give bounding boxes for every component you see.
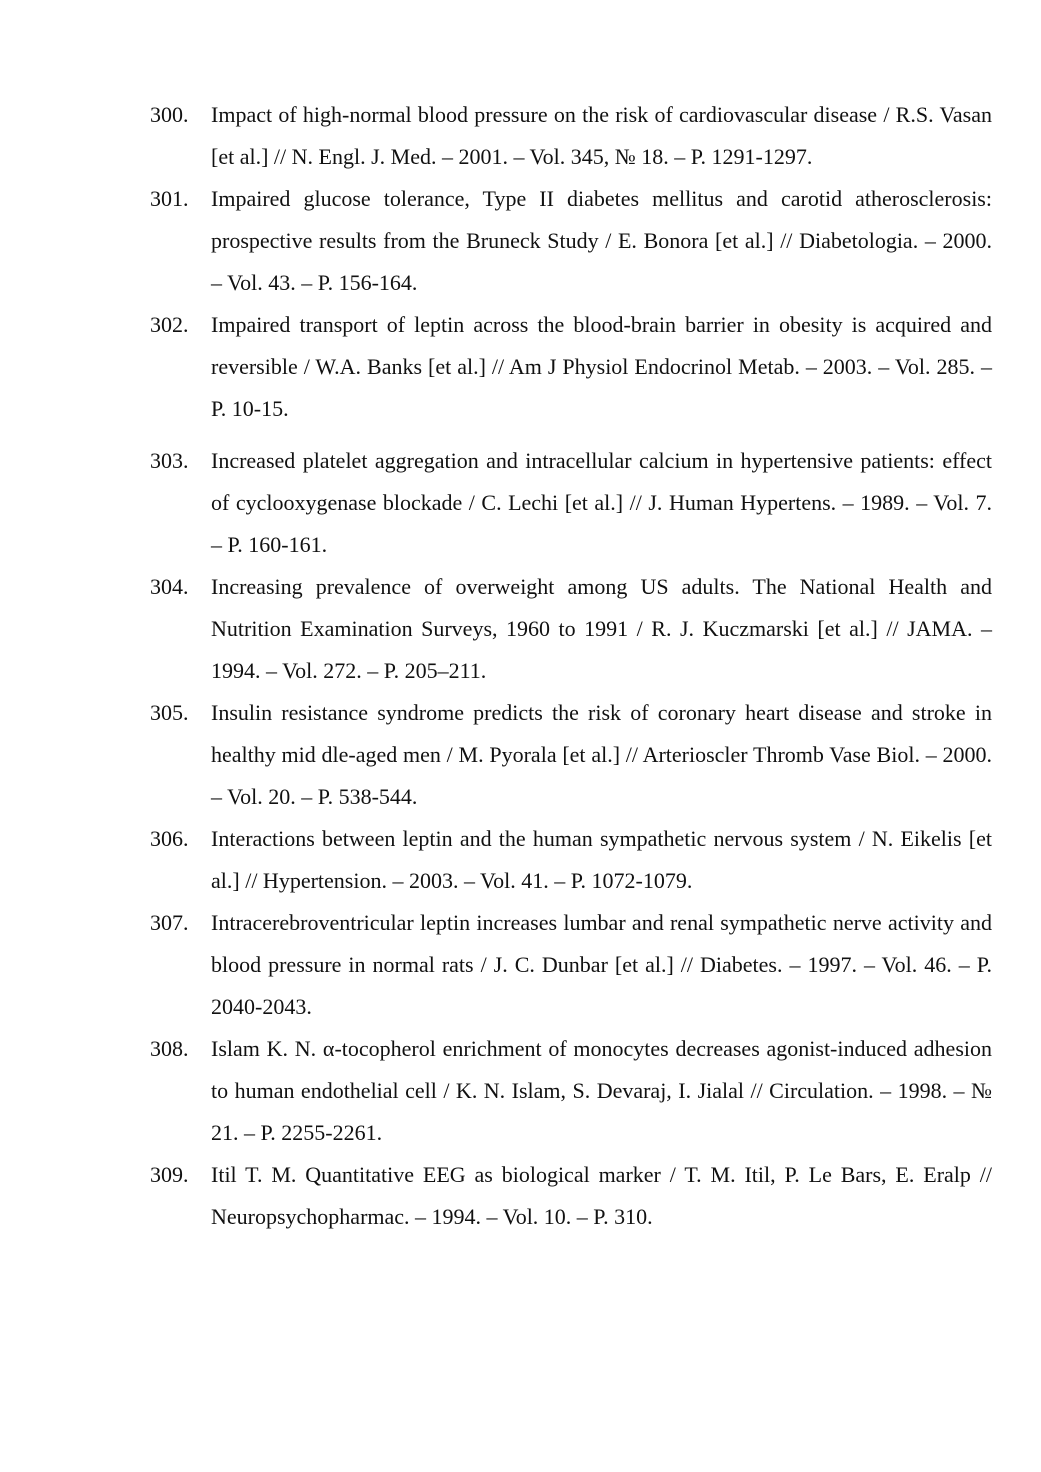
reference-item-304 bbox=[150, 566, 992, 692]
reference-item-302 bbox=[150, 304, 992, 430]
reference-number: 307. bbox=[150, 910, 189, 935]
reference-item-307 bbox=[150, 902, 992, 1028]
reference-number: 300. bbox=[150, 102, 189, 127]
reference-item-303 bbox=[150, 440, 992, 566]
reference-text: Itil T. M. Quantitative EEG as biological marker / T. M. Itil, P. Le Bars, E. Eralp // Neuropsychopharmac. – 1994. – Vol. 10. – P. 310. bbox=[211, 1162, 992, 1229]
reference-text: Islam K. N. α-tocopherol enrichment of monocytes decreases agonist-induced adhesion to human endothelial cell / K. N. Islam, S. Devaraj, I. Jialal // Circulation. – 1998. – № 21. – P. 2255-2261. bbox=[211, 1036, 992, 1145]
reference-item-309 bbox=[150, 1154, 992, 1238]
reference-number: 306. bbox=[150, 826, 189, 851]
reference-number: 301. bbox=[150, 186, 189, 211]
reference-number: 304. bbox=[150, 574, 189, 599]
reference-number: 309. bbox=[150, 1162, 189, 1187]
reference-text: Increasing prevalence of overweight among US adults. The National Health and Nutrition Examination Surveys, 1960 to 1991 / R. J. Kuczmarski [et al.] // JAMA. – 1994. – Vol. 272. – P. 205–211. bbox=[211, 574, 992, 683]
reference-item-306 bbox=[150, 818, 992, 902]
reference-text: Impaired glucose tolerance, Type II diabetes mellitus and carotid atherosclerosis: prospective results from the Bruneck Study / E. Bonora [et al.] // Diabetologia. – 2000. – Vol. 43. – P. 156-164. bbox=[211, 186, 992, 295]
reference-item-300 bbox=[150, 94, 992, 178]
reference-text: Impaired transport of leptin across the blood-brain barrier in obesity is acquired and reversible / W.A. Banks [et al.] // Am J Physiol Endocrinol Metab. – 2003. – Vol. 285. – P. 10-15. bbox=[211, 312, 992, 421]
reference-item-305 bbox=[150, 692, 992, 818]
reference-item-301 bbox=[150, 178, 992, 304]
reference-number: 303. bbox=[150, 448, 189, 473]
reference-number: 305. bbox=[150, 700, 189, 725]
reference-text: Insulin resistance syndrome predicts the risk of coronary heart disease and stroke in healthy mid dle-aged men / M. Pyorala [et al.] // Arterioscler Thromb Vase Biol. – 2000. – Vol. 20. – P. 538-544. bbox=[211, 700, 992, 809]
reference-text: Impact of high-normal blood pressure on the risk of cardiovascular disease / R.S. Vasan [et al.] // N. Engl. J. Med. – 2001. – Vol. 345, № 18. – P. 1291-1297. bbox=[211, 102, 992, 169]
reference-number: 302. bbox=[150, 312, 189, 337]
reference-text: Interactions between leptin and the human sympathetic nervous system / N. Eikelis [et al.] // Hypertension. – 2003. – Vol. 41. – P. 1072-1079. bbox=[211, 826, 992, 893]
reference-text: Increased platelet aggregation and intracellular calcium in hypertensive patients: effect of cyclooxygenase blockade / C. Lechi [et al.] // J. Human Hypertens. – 1989. – Vol. 7. – P. 160-161. bbox=[211, 448, 992, 557]
reference-list bbox=[150, 94, 992, 1238]
reference-number: 308. bbox=[150, 1036, 189, 1061]
reference-item-308 bbox=[150, 1028, 992, 1154]
reference-text: Intracerebroventricular leptin increases lumbar and renal sympathetic nerve activity and blood pressure in normal rats / J. C. Dunbar [et al.] // Diabetes. – 1997. – Vol. 46. – P. 2040-2043. bbox=[211, 910, 992, 1019]
